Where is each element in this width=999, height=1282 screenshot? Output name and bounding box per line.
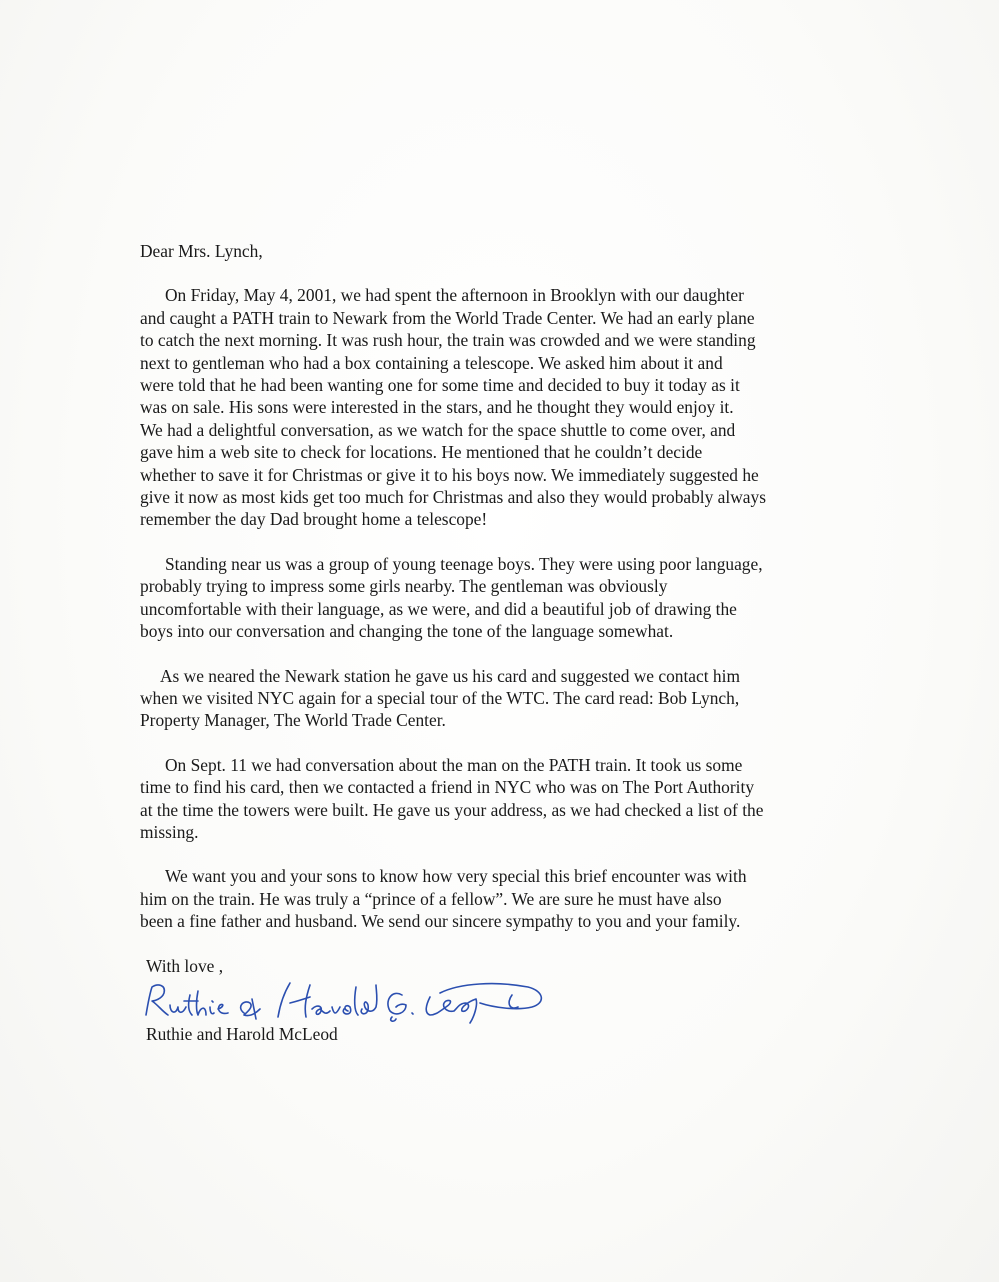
paragraph-line: him on the train. He was truly a “prince of a fellow”. We are sure he must have also xyxy=(140,888,722,909)
paragraph-4 xyxy=(140,754,870,844)
paragraph-line: probably trying to impress some girls nearby. The gentleman was obviously xyxy=(140,576,668,597)
paragraph-line: Property Manager, The World Trade Center. xyxy=(140,710,446,731)
paragraph-line: give it now as most kids get too much for Christmas and also they would probably always xyxy=(140,487,766,508)
paragraph-line: to catch the next morning. It was rush hour, the train was crowded and we were standing xyxy=(140,330,756,351)
paragraph-line: and caught a PATH train to Newark from the World Trade Center. We had an early plane xyxy=(140,307,755,328)
salutation: Dear Mrs. Lynch, xyxy=(140,241,263,261)
paragraph-line: was on sale. His sons were interested in the stars, and he thought they would enjoy it. xyxy=(140,397,734,418)
paragraph-line: remember the day Dad brought home a telescope! xyxy=(140,509,488,530)
paragraph-line: when we visited NYC again for a special tour of the WTC. The card read: Bob Lynch, xyxy=(140,687,740,708)
letter-body xyxy=(140,240,870,1045)
paragraph-line: boys into our conversation and changing the tone of the language somewhat. xyxy=(140,621,674,642)
paragraph-line: We had a delightful conversation, as we watch for the space shuttle to come over, and xyxy=(140,419,736,440)
paragraph-line: Standing near us was a group of young teenage boys. They were using poor language, xyxy=(165,553,763,574)
paragraph-line: at the time the towers were built. He gave us your address, as we had checked a list of the xyxy=(140,799,764,820)
paragraph-line: gave him a web site to check for locations. He mentioned that he couldn’t decide xyxy=(140,442,703,463)
paragraph-line: We want you and your sons to know how very special this brief encounter was with xyxy=(165,866,747,887)
paragraph-line: time to find his card, then we contacted a friend in NYC who was on The Port Authority xyxy=(140,777,755,798)
paragraph-line: On Sept. 11 we had conversation about the man on the PATH train. It took us some xyxy=(165,754,743,775)
paragraph-line: As we neared the Newark station he gave us his card and suggested we contact him xyxy=(160,665,740,686)
paragraph-3 xyxy=(140,665,870,732)
paragraph-line: missing. xyxy=(140,821,199,842)
closing: With love , xyxy=(146,955,224,976)
paragraph-line: uncomfortable with their language, as we were, and did a beautiful job of drawing the xyxy=(140,598,737,619)
paragraph-line: On Friday, May 4, 2001, we had spent the afternoon in Brooklyn with our daughter xyxy=(165,285,744,306)
paragraph-line: been a fine father and husband. We send our sincere sympathy to you and your family. xyxy=(140,911,741,932)
paragraph-line: whether to save it for Christmas or give it to his boys now. We immediately suggested he xyxy=(140,464,759,485)
signature-name: Ruthie and Harold McLeod xyxy=(146,1023,338,1044)
paragraph-line: next to gentleman who had a box containing a telescope. We asked him about it and xyxy=(140,352,723,373)
paragraph-1 xyxy=(140,284,870,530)
paragraph-2 xyxy=(140,553,870,643)
paragraph-line: were told that he had been wanting one for some time and decided to buy it today as it xyxy=(140,375,740,396)
paragraph-5 xyxy=(140,865,870,932)
handwritten-signature xyxy=(140,977,560,1027)
